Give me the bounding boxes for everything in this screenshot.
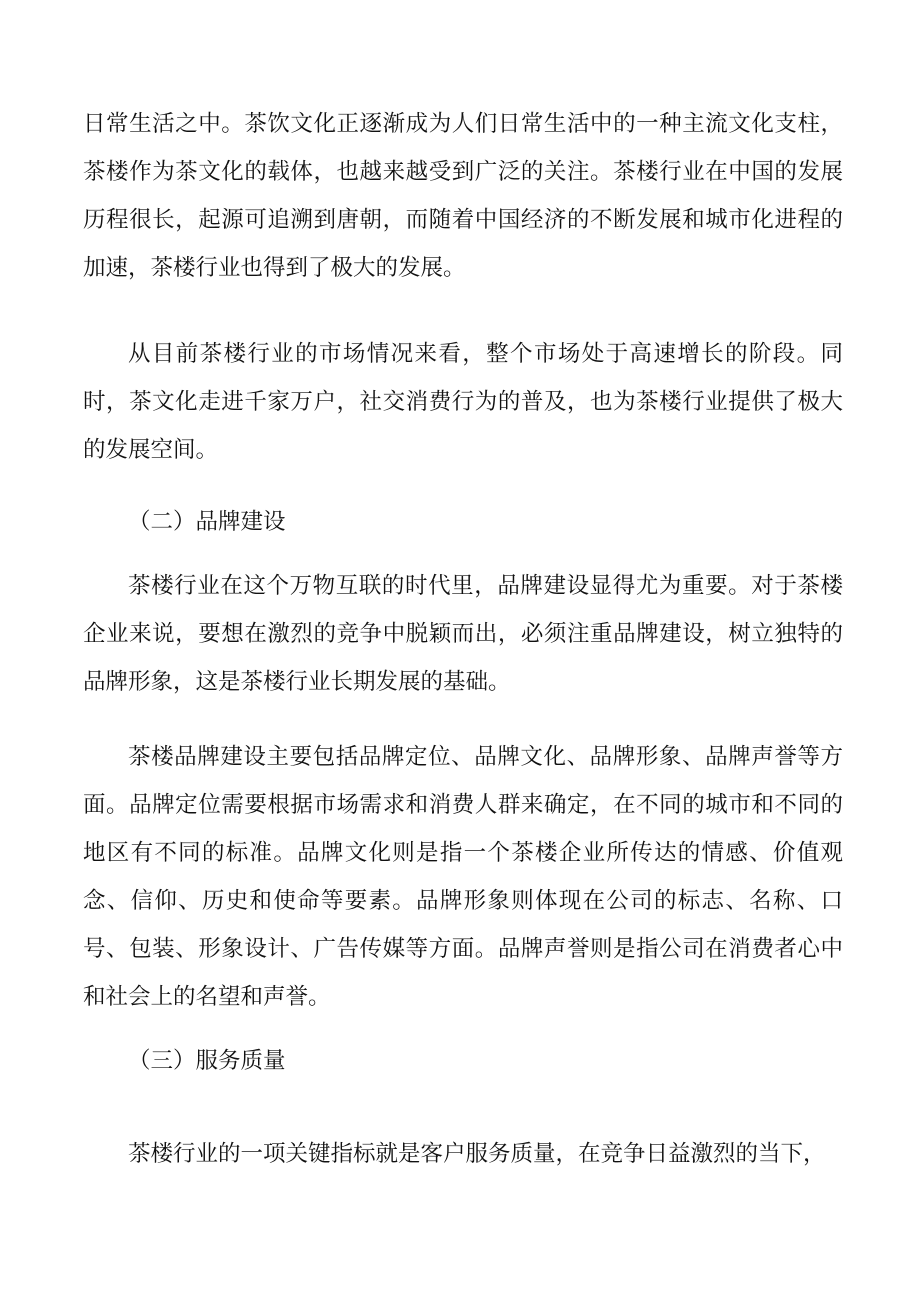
paragraph-market-situation: 从目前茶楼行业的市场情况来看，整个市场处于高速增长的阶段。同时，茶文化走进千家万户，社交消费行为的普及，也为茶楼行业提供了极大的发展空间。 (83, 341, 843, 463)
paragraph-tea-culture-history: 日常生活之中。茶饮文化正逐渐成为人们日常生活中的一种主流文化支柱，茶楼作为茶文化的载体，也越来越受到广泛的关注。茶楼行业在中国的发展历程很长，起源可追溯到唐朝，而随着中国经济的不断发展和城市化进程的加速，茶楼行业也得到了极大的发展。 (83, 111, 843, 281)
paragraph-brand-components: 茶楼品牌建设主要包括品牌定位、品牌文化、品牌形象、品牌声誉等方面。品牌定位需要根据市场需求和消费人群来确定，在不同的城市和不同的地区有不同的标准。品牌文化则是指一个茶楼企业所传达的情感、价值观念、信仰、历史和使命等要素。品牌形象则体现在公司的标志、名称、口号、包装、形象设计、广告传媒等方面。品牌声誉则是指公司在消费者心中和社会上的名望和声誉。 (83, 744, 843, 1010)
section-heading-service-quality: （三）服务质量 (128, 1048, 286, 1074)
paragraph-service-quality: 茶楼行业的一项关键指标就是客户服务质量，在竞争日益激烈的当下， (128, 1141, 826, 1167)
section-heading-brand-building: （二）品牌建设 (128, 509, 286, 535)
paragraph-brand-importance: 茶楼行业在这个万物互联的时代里，品牌建设显得尤为重要。对于茶楼企业来说，要想在激烈的竞争中脱颖而出，必须注重品牌建设，树立独特的品牌形象，这是茶楼行业长期发展的基础。 (83, 573, 843, 695)
